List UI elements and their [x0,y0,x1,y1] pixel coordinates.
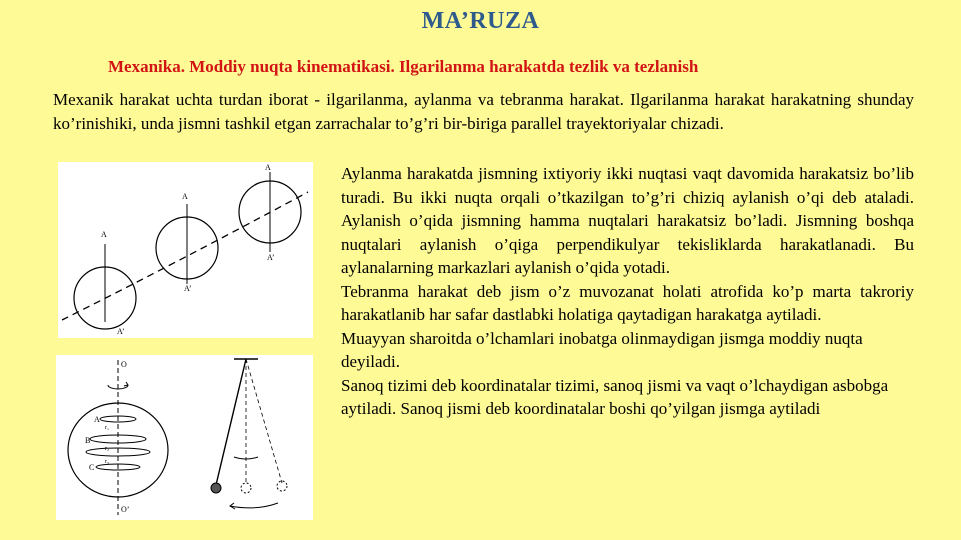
paragraph-reference-frame: Sanoq tizimi deb koordinatalar tizimi, sanoq jismi va vaqt o’lchaydigan asbobga aytiladi. Sanoq jismi deb koordinatalar boshi qo’yilgan jismga aytiladi [341,375,889,418]
label-o-prime: O’ [121,505,130,514]
intro-paragraph: Mexanik harakat uchta turdan iborat - ilgarilanma, aylanma va tebranma harakat. Ilgarilanma harakat harakatning shunday ko’rinishiki, unda jismni tashkil etgan zarrachalar to’g’ri bir-biriga parallel trayektoriyalar chizadi. [53,90,914,133]
pendulum-rod [216,359,246,485]
label-a-1: A [101,230,107,239]
label-a-prime-3: A’ [267,253,275,262]
rotation-and-pendulum-figure [56,355,313,520]
slide-title: MA’RUZA [421,8,540,34]
label-r2: r₂ [105,446,110,452]
label-a-2: A [182,192,188,201]
label-a: A [94,415,100,424]
label-a-3: A [265,163,271,172]
label-r3: r₃ [105,459,110,465]
pendulum-bob [211,483,221,493]
paragraph-rotational-motion: Aylanma harakatda jismning ixtiyoriy ikki nuqtasi vaqt davomida harakatsiz bo’lib turadi. Bu ikki nuqta orqali o’tkazilgan to’g’ri chiziq aylanish o’qi deb ataladi. Aylanish o’qida jismning hamma nuqtalari harakatsiz bo’ladi. Jismning boshqa nuqtalari aylanish o’qiga perpendikulyar tekisliklarda harakatlanadi. Bu aylanalarning markazlari aylanish o’qida yotadi. [341,164,914,277]
label-c: C [89,463,95,472]
label-o: O [121,360,127,369]
return-arrow-icon [230,503,278,508]
label-a-prime-2: A’ [184,284,192,293]
translational-motion-figure [58,162,313,338]
label-r1: r₁ [105,425,110,431]
label-a-prime-1: A’ [117,327,125,336]
slide-subtitle: Mexanika. Moddiy nuqta kinematikasi. Ilgarilanma harakatda tezlik va tezlanish [108,57,699,76]
body-text [341,162,914,421]
paragraph-oscillatory-motion: Tebranma harakat deb jism o’z muvozanat holati atrofida ko’p marta takroriy harakatlanib har safar dastlabki holatiga qaytadigan harakatga aytiladi. [341,281,914,324]
label-b: B [85,436,91,445]
pendulum-bob-center [241,483,251,493]
paragraph-material-point: Muayyan sharoitda o’lchamlari inobatga olinmaydigan jismga moddiy nuqta deyiladi. [341,328,863,371]
